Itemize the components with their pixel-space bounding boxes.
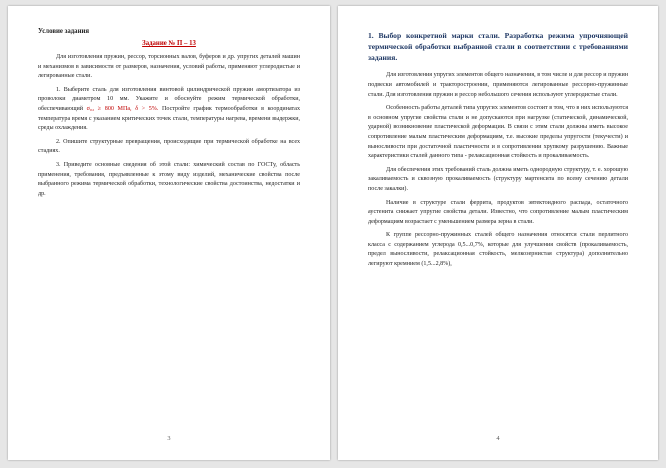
task-title: Задание № П – 13 <box>142 40 196 47</box>
page-number-right: 4 <box>496 435 500 442</box>
intro-paragraph: Для изготовления пружин, рессор, торсионных валов, буферов и др. упругих деталей машин и механизмов в зависимости от размеров, назначения, условий работы, применяют углеродистые и легированные стали. <box>38 54 300 80</box>
task-item-2: 2. Опишите структурные превращения, происходящие при термической обработке на всех стадиях. <box>38 138 300 155</box>
task-item-3: 3. Приведите основные сведения об этой стали: химический состав по ГОСТу, область применения, требования, предъявленные к этому виду изделий, механические свойства после выбранного режима термической обработки, технологические свойства достоинства, недостатки и др. <box>38 161 300 197</box>
body-paragraph: Особенность работы деталей типа упругих элементов состоит в том, что в них используются в основном упругие свойства стали и не допускаются при нагрузке (статической, динамической, ударной) возникновение пластической деформации. В связи с этим стали должны иметь высокое сопротивление малым пластическим деформациям, т.е. высокие пределы упругости (текучести) и выносливости при достаточной пластичности и в сопротивлении хрупкому разрушению. Важные характеристики сталей данного типа - релаксационная стойкость и прокаливаемость. <box>368 105 628 160</box>
chapter-heading: 1. Выбор конкретной марки стали. Разработка режима упрочняющей термической обработки выбранной стали в соответствии с требованиями задания. <box>368 31 628 62</box>
body-paragraph: Для обеспечения этих требований сталь должна иметь однородную структуру, т. е. хорошую закаливаемость и сквозную прокаливаемость (структуру мартенсита по всему сечению детали после закалки). <box>368 166 628 192</box>
task-item-1-text-end: Постройте график термообработки в координатах температура время с указанием критических точек стали, температуры нагрева, времени выдержки, среды охлаждения. <box>38 105 300 132</box>
task-item-1 <box>38 86 300 134</box>
body-paragraph: Для изготовления упругих элементов общего назначения, в том числе и для рессор и пружин подвески автомобилей и тракторостроении, применяются легированные рессорно-пружинные стали. Для изготовления пружин и рессор небольшого сечения используют углеродистые стали. <box>368 72 628 98</box>
section-title: Условие задания <box>38 28 90 35</box>
task-item-1-text-start: 1. Выберите сталь для изготовления винтовой цилиндрической пружин амортизатора из проволоки диаметром 10 мм. Укажите и обоснуйте режим термической обработки, обеспечивающий <box>38 86 300 112</box>
document-page-right <box>338 6 658 460</box>
page-number-left: 3 <box>167 435 171 442</box>
task-item-1-requirement: σ₀₂ ≥ 800 МПа, δ > 5%. <box>86 105 159 112</box>
body-paragraph: К группе рессорно-пружинных сталей общего назначения относятся стали перлитного класса с содержанием углерода 0,5...0,7%, которые для улучшения свойств (прокаливаемость, предел выносливости, релаксационная стойкость, мелкозернистая структура) дополнительно легируют кремнием (1,5...2,8%), <box>368 232 628 268</box>
document-page-left <box>8 6 330 460</box>
body-paragraph: Наличие в структуре стали феррита, продуктов эвтектоидного распада, остаточного аустенита снижает упругие свойства детали. Известно, что сопротивление малым пластическим деформациям возрастает с уменьшением размера зерна в стали. <box>368 199 628 225</box>
